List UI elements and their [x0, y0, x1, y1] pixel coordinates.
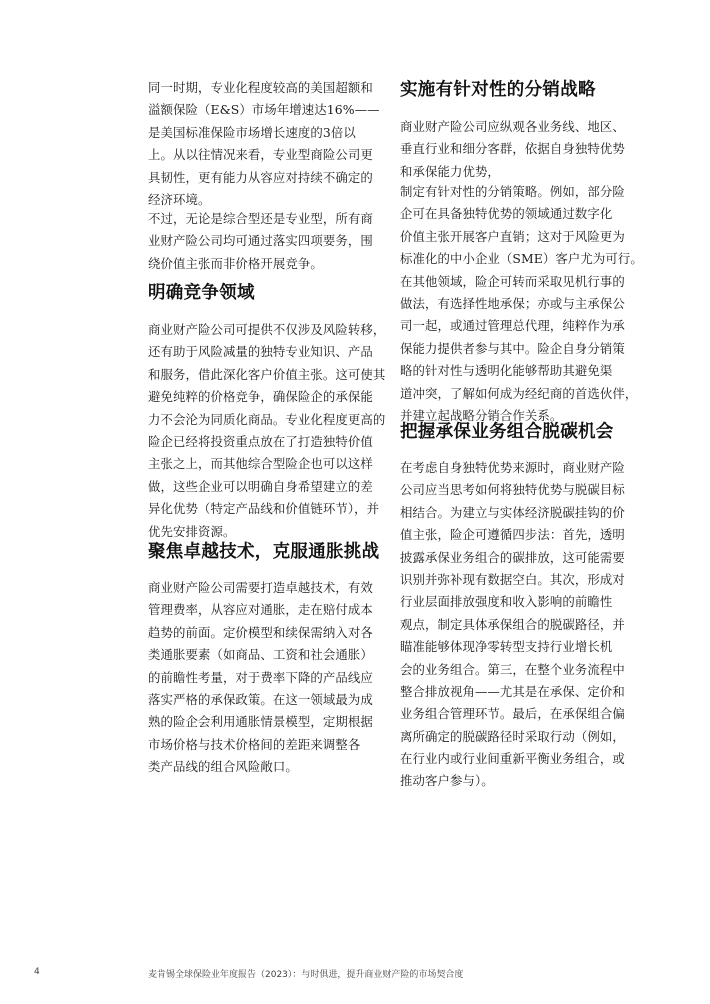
- paragraph-inflation: [148, 577, 393, 779]
- text-line: 商业财产险公司可提供不仅涉及风险转移，: [148, 322, 386, 337]
- text-line: 行业层面排放强度和收入影响的前瞻性: [400, 594, 613, 610]
- text-line: 优先安排资源。: [148, 523, 236, 539]
- text-line: 企可在具备独特优势的领域通过数字化: [400, 206, 613, 222]
- paragraph-es-market: [148, 77, 393, 211]
- text-line: 类通胀要素（如商品、工资和社会通胀）: [148, 647, 373, 663]
- heading-distribution-strategy: 实施有针对性的分销战略: [400, 80, 596, 100]
- text-line: 做，这些企业可以明确自身希望建立的差: [148, 478, 373, 494]
- text-line: 险企已经将投资重点放在了打造独特价值: [148, 433, 373, 449]
- text-line: 保能力提供者参与其中。险企自身分销策: [400, 340, 625, 356]
- paragraph-distribution-intro: [400, 116, 645, 183]
- text-line: 制定有针对性的分销策略。例如，部分险: [400, 184, 625, 199]
- text-line: 市场价格与技术价格间的差距来调整各: [148, 736, 361, 752]
- paragraph-value-proposition: [148, 319, 393, 543]
- text-line: 还有助于风险减量的独特专业知识、产品: [148, 344, 373, 360]
- text-line: 识别并弥补现有数据空白。其次，形成对: [400, 571, 625, 587]
- text-line: 是美国标准保险市场增长速度的3倍以: [148, 124, 356, 140]
- text-line: 会的业务组合。第三，在整个业务流程中: [400, 661, 625, 677]
- text-line: 值主张，险企可遵循四步法：首先，透明: [400, 527, 625, 543]
- text-line: 业财产险公司均可通过落实四项要务，围: [148, 233, 373, 249]
- heading-decarbonization: 把握承保业务组合脱碳机会: [400, 422, 614, 442]
- text-line: 避免纯粹的价格竞争，确保险企的承保能: [148, 389, 373, 405]
- text-line: 具韧性，更有能力从容应对持续不确定的: [148, 169, 373, 185]
- text-line: 经济环境。: [148, 191, 211, 207]
- text-line: 商业财产险公司应纵观各业务线、地区、: [400, 119, 625, 134]
- text-line: 落实严格的承保政策。在这一领域最为成: [148, 691, 373, 707]
- text-line: 披露承保业务组合的碳排放，这可能需要: [400, 549, 625, 565]
- text-line: 标准化的中小企业（SME）客户尤为可行。: [400, 251, 643, 267]
- text-line: 垂直行业和细分客群，依据自身独特优势: [400, 141, 625, 157]
- page-number: 4: [34, 967, 40, 977]
- text-line: 瞄准能够体现净零转型支持行业增长机: [400, 639, 613, 655]
- text-line: 价值主张开展客户直销；这对于风险更为: [400, 228, 625, 244]
- text-line: 主张之上，而其他综合型险企也可以这样: [148, 456, 373, 472]
- text-line: 力不会沦为同质化商品。专业化程度更高的: [148, 411, 386, 427]
- text-line: 上。从以往情况来看，专业型商险公司更: [148, 147, 373, 163]
- text-line: 相结合。为建立与实体经济脱碳挂钩的价: [400, 504, 625, 520]
- text-line: 道冲突，了解如何成为经纪商的首选伙伴，: [400, 385, 638, 401]
- text-line: 整合排放视角——尤其是在承保、定价和: [400, 683, 625, 699]
- text-line: 在行业内或行业间重新平衡业务组合，或: [400, 751, 625, 767]
- text-line: 推动客户参与）。: [400, 773, 494, 789]
- text-line: 观点，制定具体承保组合的脱碳路径，并: [400, 616, 625, 632]
- text-line: 在考虑自身独特优势来源时，商业财产险: [400, 460, 625, 475]
- text-line: 略的针对性与透明化能够帮助其避免渠: [400, 363, 613, 379]
- text-line: 商业财产险公司需要打造卓越技术，有效: [148, 580, 373, 595]
- text-line: 的前瞻性考量，对于费率下降的产品线应: [148, 669, 373, 685]
- text-line: 溢额保险（E&S）市场年增速达16%——: [148, 102, 380, 118]
- text-line: 熟的险企会利用通胀情景模型，定期根据: [148, 714, 373, 730]
- text-line: 并建立起战略分销合作关系。: [400, 407, 563, 423]
- text-line: 管理费率，从容应对通胀，走在赔付成本: [148, 602, 373, 618]
- text-line: 同一时期，专业化程度较高的美国超额和: [148, 80, 373, 95]
- text-line: 和承保能力优势，: [400, 163, 500, 179]
- text-line: 绕价值主张而非价格开展竞争。: [148, 255, 323, 271]
- text-line: 离所确定的脱碳路径时采取行动（例如，: [400, 728, 625, 744]
- heading-define-competition: 明确竞争领域: [148, 283, 255, 303]
- text-line: 不过，无论是综合型还是专业型，所有商: [148, 211, 373, 226]
- paragraph-distribution-tactics: [400, 181, 645, 427]
- text-line: 公司应当思考如何将独特优势与脱碳目标: [400, 482, 625, 498]
- text-line: 异化优势（特定产品线和价值链环节），并: [148, 501, 380, 517]
- heading-technical-excellence: 聚焦卓越技术，克服通胀挑战: [148, 542, 380, 562]
- text-line: 趋势的前面。定价模型和续保需纳入对各: [148, 624, 373, 640]
- text-line: 在其他领域，险企可转而采取见机行事的: [400, 273, 625, 289]
- footer-report-title: 麦肯锡全球保险业年度报告（2023）：与时俱进，提升商业财产险的市场契合度: [148, 970, 464, 980]
- text-line: 类产品线的组合风险敞口。: [148, 759, 298, 775]
- paragraph-four-priorities: [148, 208, 393, 275]
- text-line: 做法，有选择性地承保；亦或与主承保公: [400, 295, 625, 311]
- paragraph-decarbonization: [400, 457, 645, 793]
- text-line: 司一起，或通过管理总代理，纯粹作为承: [400, 318, 625, 334]
- text-line: 和服务，借此深化客户价值主张。这可使其: [148, 366, 386, 382]
- text-line: 业务组合管理环节。最后，在承保组合偏: [400, 706, 625, 722]
